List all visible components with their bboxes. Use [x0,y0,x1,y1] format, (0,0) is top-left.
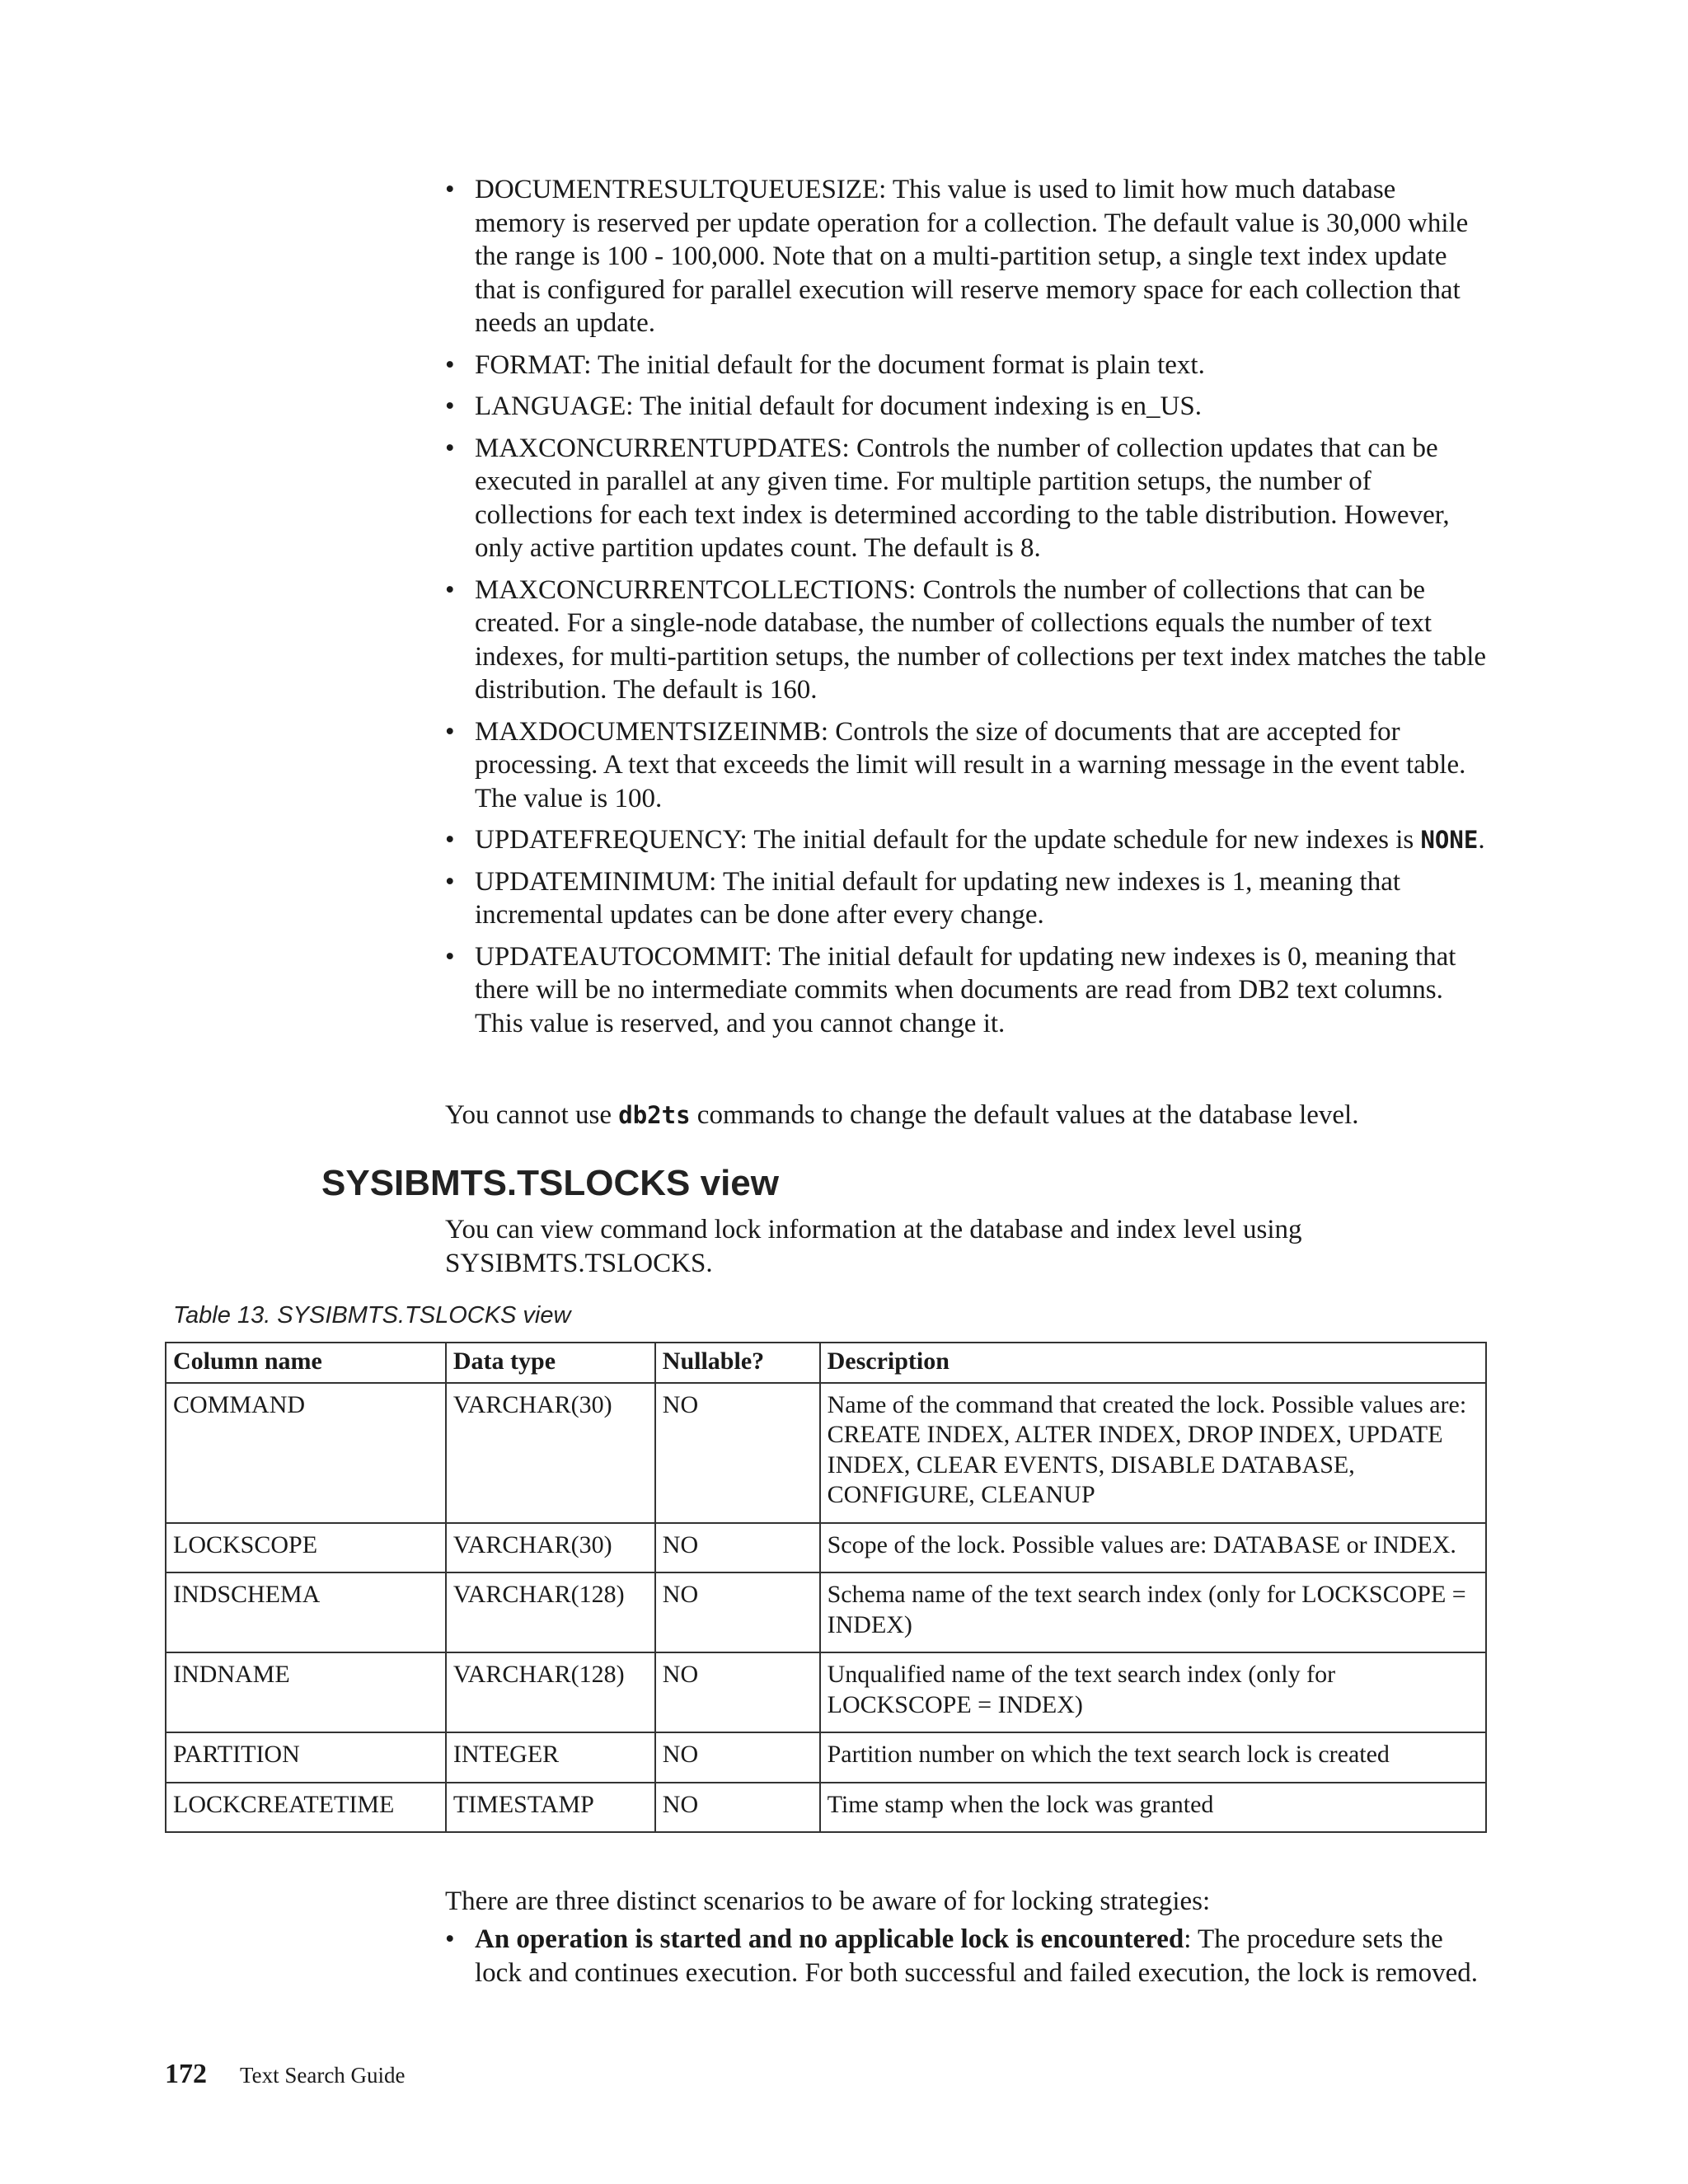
guide-title: Text Search Guide [240,2063,406,2088]
cell-column-name: LOCKCREATETIME [166,1783,446,1833]
cell-data-type: VARCHAR(128) [446,1652,655,1732]
list-item [445,173,1492,340]
cell-description: Time stamp when the lock was granted [820,1783,1486,1833]
list-item [445,715,1492,816]
table-row [166,1383,1486,1523]
cell-data-type: VARCHAR(30) [446,1523,655,1573]
bullet-text: . [1478,825,1485,855]
table-row [166,1652,1486,1732]
bullet-text: MAXCONCURRENTUPDATES: Controls the number of collection updates that can be executed in parallel at any given time. For multiple partition setups, the number of collections for each text index is determined according to the table distribution. However, only active partition updates count. The default is 8. [475,433,1450,563]
cell-column-name: INDSCHEMA [166,1572,446,1652]
scenario-title: An operation is started and no applicable lock is encountered [475,1924,1184,1954]
cell-nullable: NO [655,1652,820,1732]
cell-data-type: INTEGER [446,1732,655,1783]
cell-description: Unqualified name of the text search index (only for LOCKSCOPE = INDEX) [820,1652,1486,1732]
cell-column-name: COMMAND [166,1383,446,1523]
header-description: Description [820,1343,1486,1383]
table-row [166,1732,1486,1783]
cell-description: Schema name of the text search index (only for LOCKSCOPE = INDEX) [820,1572,1486,1652]
list-item [445,865,1492,932]
cell-data-type: VARCHAR(30) [446,1383,655,1523]
section-intro: You can view command lock information at the database and index level using SYSIBMTS.TSLOCKS. [445,1215,1302,1278]
cell-data-type: VARCHAR(128) [446,1572,655,1652]
note-text: commands to change the default values at the database level. [690,1100,1359,1130]
table-caption: Table 13. SYSIBMTS.TSLOCKS view [173,1302,571,1329]
cell-nullable: NO [655,1783,820,1833]
page-number: 172 [165,2059,207,2089]
code-none: NONE [1420,826,1479,854]
defaults-bullet-list [445,173,1492,1048]
list-item [445,390,1492,424]
bullet-text: LANGUAGE: The initial default for document indexing is en_US. [475,391,1202,421]
table-row [166,1572,1486,1652]
bullet-text: DOCUMENTRESULTQUEUESIZE: This value is used to limit how much database memory is reserved per update operation for a collection. The default value is 30,000 while the range is 100 - 100,000. Note that on a multi-partition setup, a single text index update that is configured for parallel execution will reserve memory space for each collection that needs an update. [475,175,1469,338]
cell-column-name: LOCKSCOPE [166,1523,446,1573]
cell-nullable: NO [655,1732,820,1783]
cell-nullable: NO [655,1383,820,1523]
table-header-row [166,1343,1486,1383]
list-item [445,823,1492,857]
list-item [445,1923,1492,1990]
scenario-text: : The procedure sets the lock and continues execution. For both successful and failed execution, the lock is removed. [475,1924,1478,1988]
cell-column-name: INDNAME [166,1652,446,1732]
bullet-text: FORMAT: The initial default for the document format is plain text. [475,349,1205,380]
header-nullable: Nullable? [655,1343,820,1383]
header-column-name: Column name [166,1343,446,1383]
bullet-text: UPDATEMINIMUM: The initial default for updating new indexes is 1, meaning that incremental updates can be done after every change. [475,866,1401,930]
list-item [445,940,1492,1041]
scenarios-intro: There are three distinct scenarios to be aware of for locking strategies: [445,1886,1211,1916]
note-text: You cannot use [445,1100,619,1130]
bullet-text: MAXCONCURRENTCOLLECTIONS: Controls the number of collections that can be created. For a single-node database, the number of collections equals the number of text indexes, for multi-partition setups, the number of collections per text index matches the table distribution. The default is 160. [475,574,1487,705]
bullet-text: UPDATEFREQUENCY: The initial default for the update schedule for new indexes is [475,825,1421,855]
cell-data-type: TIMESTAMP [446,1783,655,1833]
db2ts-note [445,1099,1492,1132]
cell-description: Name of the command that created the lock. Possible values are: CREATE INDEX, ALTER INDEX, DROP INDEX, UPDATE INDEX, CLEAR EVENTS, DISABLE DATABASE, CONFIGURE, CLEANUP [820,1383,1486,1523]
cell-description: Scope of the lock. Possible values are: DATABASE or INDEX. [820,1523,1486,1573]
cell-column-name: PARTITION [166,1732,446,1783]
list-item [445,574,1492,707]
table-row [166,1783,1486,1833]
bullet-text: MAXDOCUMENTSIZEINMB: Controls the size of documents that are accepted for processing. A text that exceeds the limit will result in a warning message in the event table. The value is 100. [475,716,1466,813]
scenarios-list [445,1923,1492,1990]
list-item [445,349,1492,382]
code-db2ts: db2ts [618,1101,691,1129]
tslocks-table [165,1342,1487,1833]
section-heading: SYSIBMTS.TSLOCKS view [321,1163,779,1203]
list-item [445,432,1492,565]
bullet-text: UPDATEAUTOCOMMIT: The initial default for updating new indexes is 0, meaning that there will be no intermediate commits when documents are read from DB2 text columns. This value is reserved, and you cannot change it. [475,941,1456,1038]
cell-nullable: NO [655,1523,820,1573]
page-footer [165,2059,406,2090]
cell-nullable: NO [655,1572,820,1652]
header-data-type: Data type [446,1343,655,1383]
table-row [166,1523,1486,1573]
cell-description: Partition number on which the text search lock is created [820,1732,1486,1783]
